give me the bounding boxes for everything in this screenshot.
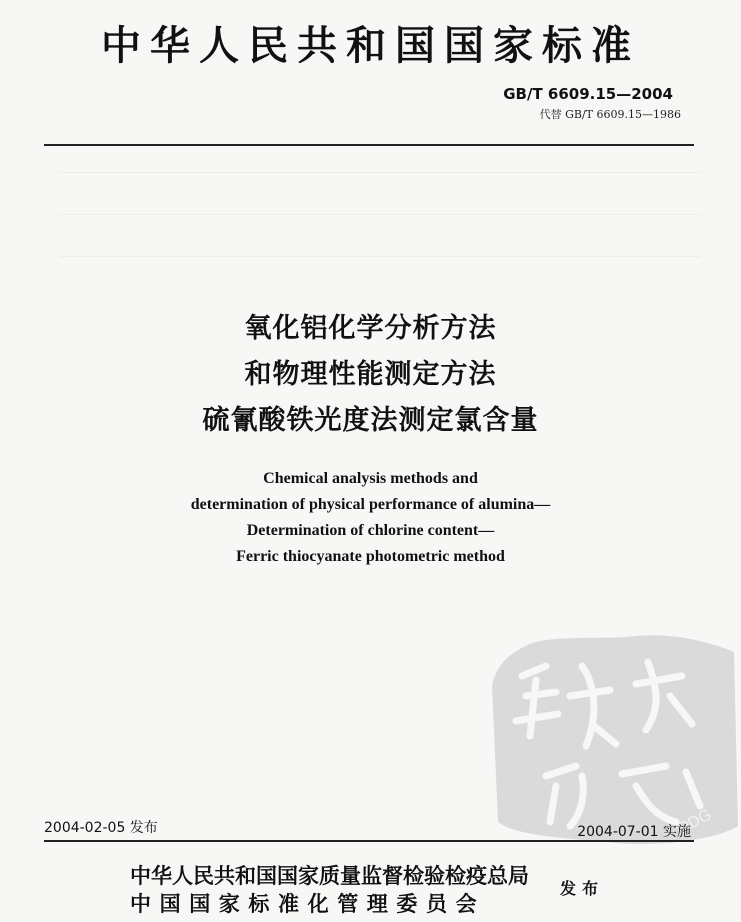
show-through-line bbox=[60, 214, 700, 215]
standard-number: GB/T 6609.15—2004 bbox=[503, 85, 673, 103]
show-through-line bbox=[60, 172, 700, 173]
chinese-title-line-3: 硫氰酸铁光度法测定氯含量 bbox=[202, 405, 539, 436]
show-through-line bbox=[60, 256, 700, 257]
issuer-line-2: 中国国家标准化管理委员会 bbox=[130, 891, 486, 916]
publish-label: 发布 bbox=[560, 879, 605, 898]
implementation-date: 2004-07-01 实施 bbox=[577, 824, 691, 840]
replaced-standard: 代替 GB/T 6609.15—1986 bbox=[539, 108, 681, 121]
footer-divider bbox=[44, 840, 694, 842]
header-divider bbox=[44, 144, 694, 146]
chinese-title-line-2: 和物理性能测定方法 bbox=[244, 359, 497, 390]
english-title-line-1: Chemical analysis methods and bbox=[263, 470, 478, 487]
issuer-line-1: 中华人民共和国国家质量监督检验检疫总局 bbox=[130, 863, 529, 888]
watermark-seal-icon bbox=[486, 626, 741, 852]
watermark-text: PDG bbox=[675, 806, 715, 838]
english-title-line-2: determination of physical performance of alumina— bbox=[190, 496, 551, 513]
english-title-line-4: Ferric thiocyanate photometric method bbox=[236, 548, 505, 565]
english-title-line-3: Determination of chlorine content— bbox=[246, 522, 495, 539]
chinese-title-line-1: 氧化铝化学分析方法 bbox=[244, 313, 497, 344]
issue-date: 2004-02-05 发布 bbox=[44, 820, 158, 836]
standard-category-title: 中华人民共和国国家标准 bbox=[101, 22, 640, 69]
